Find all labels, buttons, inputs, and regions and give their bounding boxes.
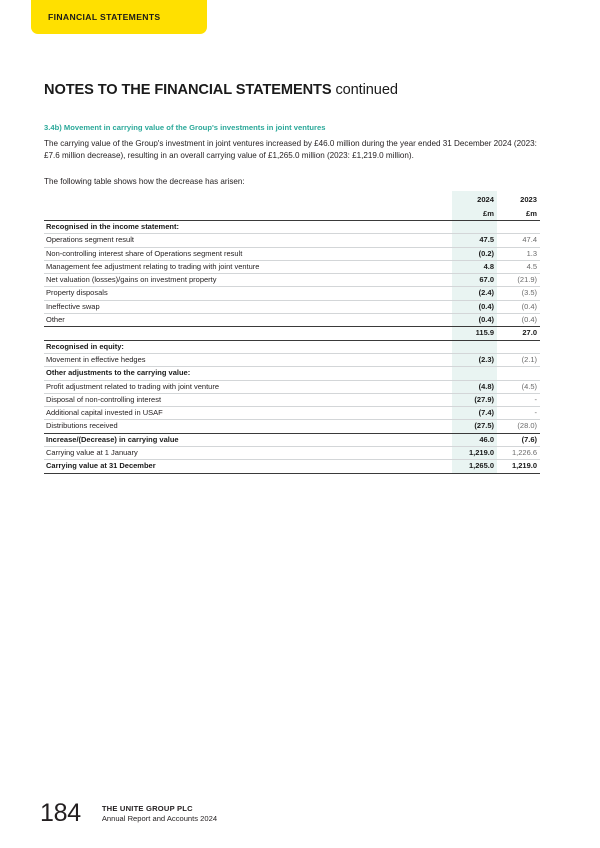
row-label: Management fee adjustment relating to trading with joint venture (44, 260, 452, 273)
row-value-current: (7.4) (452, 407, 497, 420)
footer-text (102, 804, 217, 827)
table-row (44, 420, 540, 433)
page-number: 184 (40, 799, 81, 827)
row-label: Profit adjustment related to trading with joint venture (44, 380, 452, 393)
column-header-units-current: £m (452, 205, 497, 221)
row-value-prior (497, 221, 540, 234)
row-value-current: (0.4) (452, 314, 497, 327)
note-paragraph-2: The following table shows how the decrease has arisen: (44, 177, 245, 187)
column-header-units-prior: £m (526, 209, 537, 218)
row-label: Net valuation (losses)/gains on investment property (44, 274, 452, 287)
table-row (44, 353, 540, 366)
row-value-prior: 1.3 (497, 247, 540, 260)
table (44, 191, 540, 474)
note-paragraph-1: The carrying value of the Group's investment in joint ventures increased by £46.0 million during the year ended 31 December 2024 (2023: £7.6 million decrease), resulting in an overall carrying value of £1,265.0 million (2023: £1,219.0 million). (44, 139, 537, 161)
section-tab-label: FINANCIAL STATEMENTS (48, 12, 161, 22)
table-row (44, 367, 540, 380)
table-row (44, 433, 540, 446)
row-value-current: (4.8) (452, 380, 497, 393)
row-label: Property disposals (44, 287, 452, 300)
row-value-current: (2.4) (452, 287, 497, 300)
table-row (44, 247, 540, 260)
row-value-current: 67.0 (452, 274, 497, 287)
row-value-prior: (21.9) (497, 274, 540, 287)
table-row (44, 380, 540, 393)
row-value-current: (0.4) (452, 300, 497, 313)
section-tab (31, 0, 207, 34)
row-value-prior: (2.1) (497, 353, 540, 366)
table-body (44, 221, 540, 474)
row-label: Distributions received (44, 420, 452, 433)
row-value-prior: 47.4 (497, 234, 540, 247)
row-value-prior: (7.6) (497, 433, 540, 446)
row-value-prior (497, 340, 540, 353)
row-value-current: 4.8 (452, 260, 497, 273)
footer-report-name: Annual Report and Accounts 2024 (101, 813, 218, 823)
row-label: Movement in effective hedges (44, 353, 452, 366)
row-label: Other adjustments to the carrying value: (44, 367, 452, 380)
table-row (44, 460, 540, 473)
row-value-prior: 4.5 (497, 260, 540, 273)
table-row (44, 287, 540, 300)
note-subheading: 3.4b) Movement in carrying value of the Group's investments in joint ventures (44, 123, 326, 132)
row-value-prior: (4.5) (497, 380, 540, 393)
row-value-current: 1,265.0 (452, 460, 497, 473)
row-label: Disposal of non-controlling interest (44, 393, 452, 406)
page-title (44, 82, 398, 98)
row-value-current (452, 221, 497, 234)
row-value-prior: - (497, 407, 540, 420)
row-value-prior: 1,226.6 (497, 447, 540, 460)
row-value-prior (497, 367, 540, 380)
table-row (44, 300, 540, 313)
column-header-year-prior: 2023 (520, 195, 537, 204)
row-label: Other (44, 314, 452, 327)
page-footer (40, 801, 217, 826)
row-label: Recognised in equity: (44, 340, 452, 353)
row-value-current: 1,219.0 (452, 447, 497, 460)
row-value-prior: (3.5) (497, 287, 540, 300)
table-row (44, 314, 540, 327)
row-value-current: (27.5) (452, 420, 497, 433)
row-label (44, 327, 452, 340)
table-header-row-years (44, 191, 540, 205)
table-row (44, 340, 540, 353)
table-row (44, 447, 540, 460)
note-block (44, 123, 540, 188)
row-value-current: (27.9) (452, 393, 497, 406)
row-value-current: 47.5 (452, 234, 497, 247)
column-header-year-current: 2024 (452, 191, 497, 205)
row-value-prior: (0.4) (497, 314, 540, 327)
joint-ventures-carrying-value-table (44, 191, 540, 474)
row-value-prior: 27.0 (497, 327, 540, 340)
table-row (44, 407, 540, 420)
row-value-prior: (28.0) (497, 420, 540, 433)
row-value-prior: - (497, 393, 540, 406)
row-value-prior: 1,219.0 (497, 460, 540, 473)
table-row (44, 274, 540, 287)
row-label: Operations segment result (44, 234, 452, 247)
row-value-current (452, 340, 497, 353)
row-value-current: (0.2) (452, 247, 497, 260)
row-value-prior: (0.4) (497, 300, 540, 313)
footer-company-name: THE UNITE GROUP PLC (101, 803, 193, 813)
table-row (44, 234, 540, 247)
row-value-current: (2.3) (452, 353, 497, 366)
table-header-row-units (44, 205, 540, 221)
row-value-current (452, 367, 497, 380)
table-row (44, 327, 540, 340)
row-value-current: 115.9 (452, 327, 497, 340)
row-label: Carrying value at 31 December (44, 460, 452, 473)
row-value-current: 46.0 (452, 433, 497, 446)
table-row (44, 393, 540, 406)
page-title-continued: continued (331, 81, 398, 98)
table-row (44, 260, 540, 273)
page-title-main: NOTES TO THE FINANCIAL STATEMENTS (44, 81, 332, 98)
row-label: Additional capital invested in USAF (44, 407, 452, 420)
row-label: Non-controlling interest share of Operations segment result (44, 247, 452, 260)
row-label: Carrying value at 1 January (44, 447, 452, 460)
row-label: Increase/(Decrease) in carrying value (44, 433, 452, 446)
column-header-label (44, 191, 452, 205)
row-label: Recognised in the income statement: (44, 221, 452, 234)
column-header-units-label (44, 205, 452, 221)
row-label: Ineffective swap (44, 300, 452, 313)
table-header (44, 191, 540, 221)
table-row (44, 221, 540, 234)
